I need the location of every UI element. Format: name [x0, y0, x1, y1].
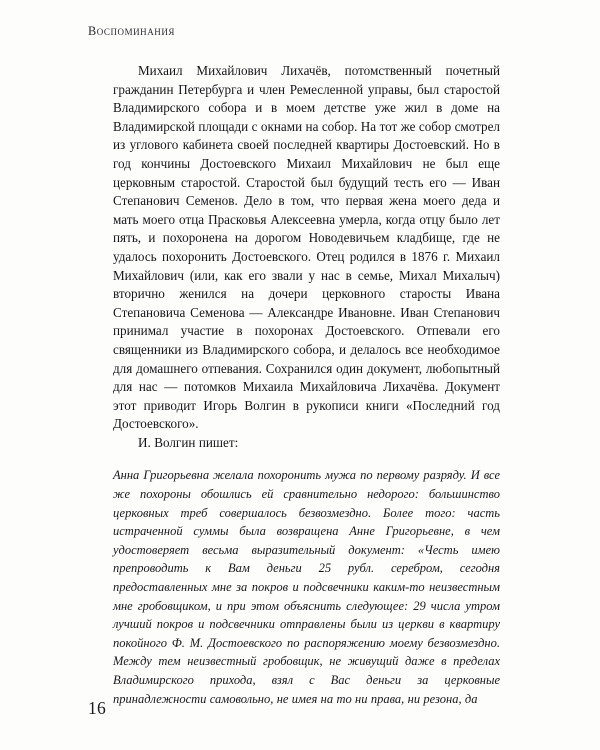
body-paragraph: И. Волгин пишет: — [138, 434, 239, 450]
body-paragraph: Михаил Михайлович Лихачёв, потомственный почетный гражданин Петербурга и член Ремесленной управы, был старостой Владимирского собора и в моем детстве уже жил в доме на Владимирской площади с окнами на собор. На тот же собор смотрел из углового кабинета своей последней квартиры Достоевский. Но в год кончины Достоевского Михаил Михайлович не был еще церковным старостой. Старостой был будущий тесть его — Иван Степанович Семенов. Дело в том, что первая жена моего деда и мать моего отца Прасковья Алексеевна умерла, когда отцу было лет пять, и похоронена на дорогом Новодевичьем кладбище, где не удалось похоронить Достоевского. Отец родился в 1876 г. Михаил Михайлович (или, как его звали у нас в семье, Михал Михалыч) вторично женился на дочери церковного старосты Ивана Степановича Семенова — Александре Ивановне. Иван Степанович принимал участие в похоронах Достоевского. Отпевали его священники из Владимирского собора, и делалось все необходимое для домашнего отпевания. Сохранился один документ, любопытный для нас — потомков Михаила Михайловича Лихачёва. Документ этот приводит Игорь Волгин в рукописи книги «Последний год Достоевского». — [113, 63, 500, 432]
running-head: Воспоминания — [88, 24, 175, 38]
page-number: 16 — [88, 698, 107, 718]
block-quote — [113, 466, 500, 708]
text-column — [113, 62, 500, 708]
quote-paragraph: Анна Григорьевна желала похоронить мужа по первому разряду. И все же похороны обошлись ей сравнительно недорого: большинство церковных треб совершалось безвозмездно. Более того: часть истраченной суммы была возвращена Анне Григорьевне, в чем удостоверяет весьма выразительный документ: «Честь имею препроводить к Вам деньги 25 рубл. серебром, сегодня предоставленных мне за покров и подсвечники каким-то неизвестным мне гробовщиком, и при этом объяснить следующее: 29 числа утром лучший покров и подсвечники отправлены были из церкви в квартиру покойного Ф. М. Достоевского по распоряжению моему безвозмездно. Между тем неизвестный гробовщик, не живущий даже в пределах Владимирского прихода, взял с Вас деньги за церковные принадлежности самовольно, не имея на то ни права, ни резона, да — [113, 468, 500, 706]
